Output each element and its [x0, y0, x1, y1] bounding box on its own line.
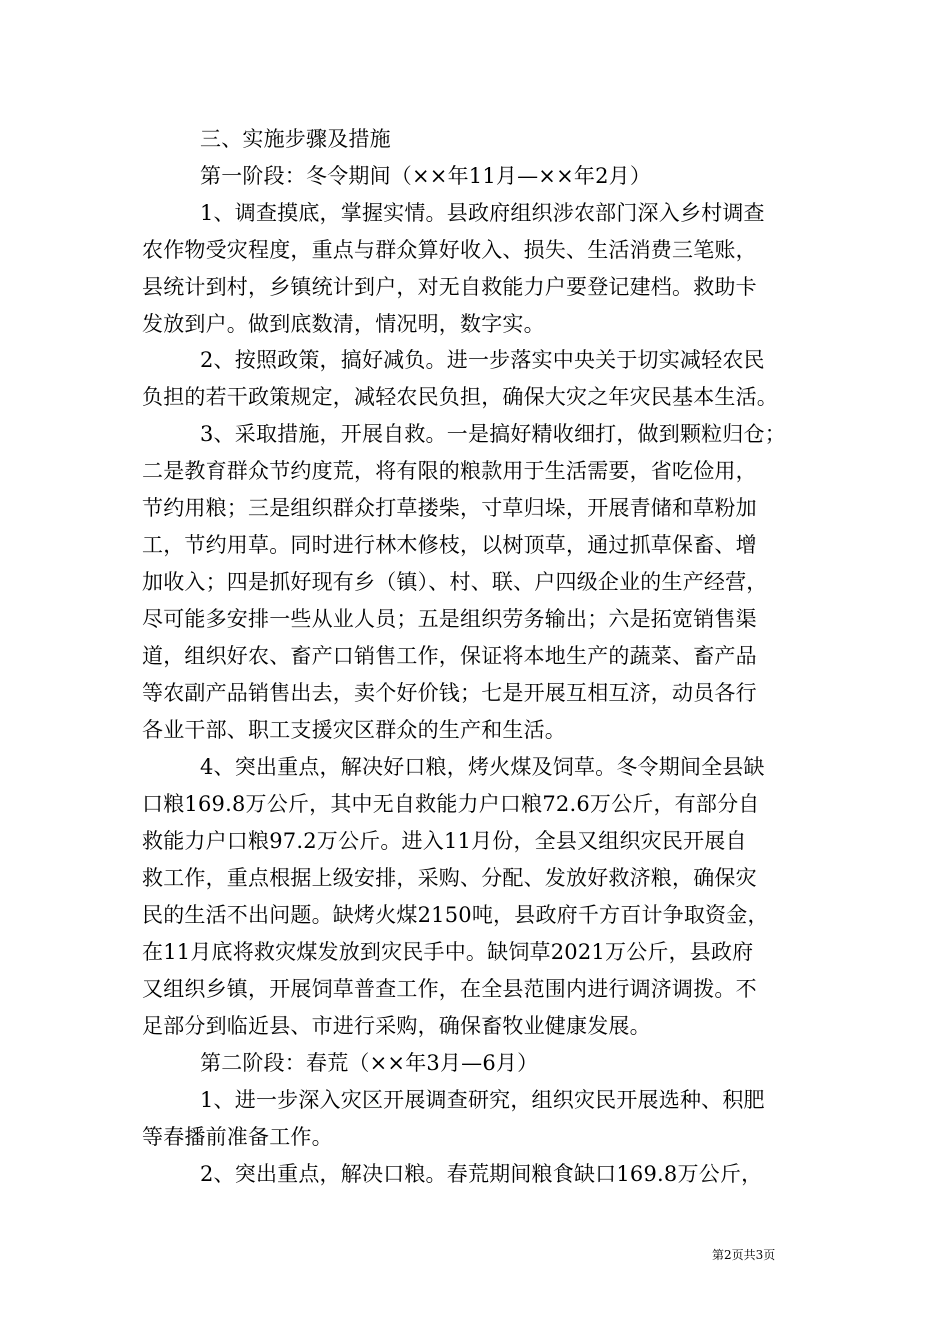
paragraph-line: 1、进一步深入灾区开展调查研究，组织灾民开展选种、积肥 [200, 1088, 765, 1112]
paragraph-line: 救工作，重点根据上级安排，采购、分配、发放好救济粮，确保灾 [142, 866, 757, 890]
paragraph-line: 2、突出重点，解决口粮。春荒期间粮食缺口169.8万公斤， [200, 1162, 763, 1186]
paragraph-line: 农作物受灾程度，重点与群众算好收入、损失、生活消费三笔账， [142, 238, 757, 262]
paragraph-line: 4、突出重点，解决好口粮，烤火煤及饲草。冬令期间全县缺 [200, 755, 765, 779]
paragraph-line: 尽可能多安排一些从业人员；五是组织劳务输出；六是拓宽销售渠 [142, 607, 757, 631]
paragraph-line: 道，组织好农、畜产口销售工作，保证将本地生产的蔬菜、畜产品 [142, 644, 757, 668]
paragraph-line: 负担的若干政策规定，减轻农民负担，确保大灾之年灾民基本生活。 [142, 385, 778, 409]
paragraph-line: 在11月底将救灾煤发放到灾民手中。缺饲草2021万公斤，县政府 [142, 940, 754, 964]
paragraph-line: 等春播前准备工作。 [142, 1125, 333, 1149]
paragraph-line: 足部分到临近县、市进行采购，确保畜牧业健康发展。 [142, 1014, 651, 1038]
paragraph-line: 工，节约用草。同时进行林木修枝，以树顶草，通过抓草保畜、增 [142, 533, 757, 557]
paragraph-line: 口粮169.8万公斤，其中无自救能力户口粮72.6万公斤，有部分自 [142, 792, 760, 816]
paragraph-line: 3、采取措施，开展自救。一是搞好精收细打，做到颗粒归仓； [200, 422, 786, 446]
paragraph-line: 各业干部、职工支援灾区群众的生产和生活。 [142, 718, 566, 742]
paragraph-line: 2、按照政策，搞好减负。进一步落实中央关于切实减轻农民 [200, 348, 765, 372]
stage-one-heading: 第一阶段：冬令期间（××年11月—××年2月） [200, 164, 652, 188]
paragraph-line: 加收入；四是抓好现有乡（镇）、村、联、户四级企业的生产经营， [142, 570, 768, 594]
paragraph-line: 节约用粮；三是组织群众打草搂柴，寸草归垛，开展青储和草粉加 [142, 496, 757, 520]
paragraph-line: 民的生活不出问题。缺烤火煤2150吨，县政府千方百计争取资金， [142, 903, 769, 927]
paragraph-line: 又组织乡镇，开展饲草普查工作，在全县范围内进行调济调拨。不 [142, 977, 757, 1001]
paragraph-line: 1、调查摸底，掌握实情。县政府组织涉农部门深入乡村调查 [200, 201, 765, 225]
page-number: 第2页共3页 [712, 1248, 776, 1262]
paragraph-line: 县统计到村，乡镇统计到户，对无自救能力户要登记建档。救助卡 [142, 275, 757, 299]
paragraph-line: 二是教育群众节约度荒，将有限的粮款用于生活需要，省吃俭用， [142, 459, 757, 483]
section-heading: 三、实施步骤及措施 [200, 127, 391, 151]
paragraph-line: 等农副产品销售出去，卖个好价钱；七是开展互相互济，动员各行 [142, 681, 757, 705]
paragraph-line: 发放到户。做到底数清，情况明，数字实。 [142, 312, 545, 336]
paragraph-line: 救能力户口粮97.2万公斤。进入11月份，全县又组织灾民开展自 [142, 829, 747, 853]
stage-two-heading: 第二阶段：春荒（××年3月—6月） [200, 1051, 539, 1075]
